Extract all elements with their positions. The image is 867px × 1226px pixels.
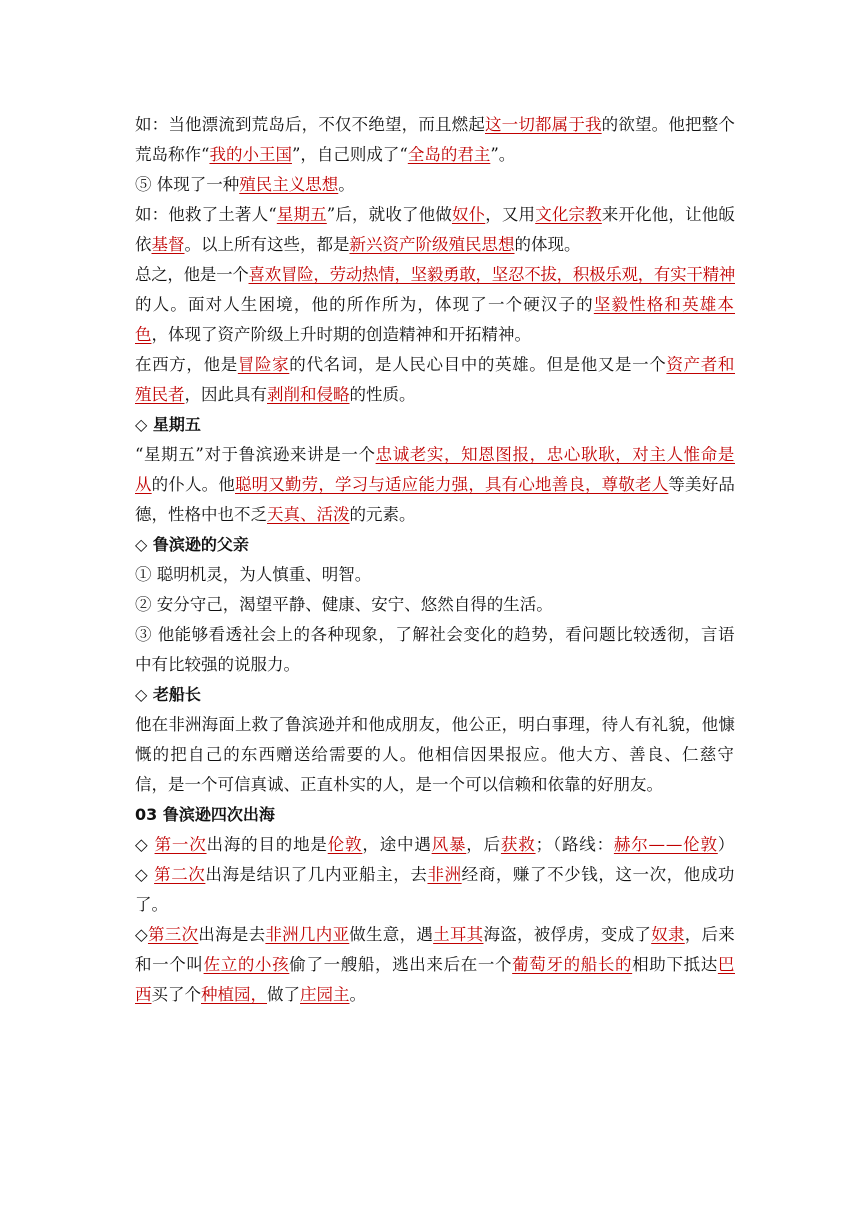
line-content (135, 145, 515, 164)
body-text: ① 聪明机灵，为人慎重、明智。 (135, 565, 372, 584)
body-text: ，又用 (485, 205, 536, 224)
line-content (135, 745, 735, 764)
highlight-text: 非洲 (427, 865, 462, 884)
highlight-text: 文化宗教 (535, 205, 602, 224)
highlight-text: 星期五 (276, 205, 327, 224)
body-text: ，因此具有 (184, 385, 267, 404)
body-text: 出海的目的地是 (206, 835, 328, 854)
text-line (135, 950, 735, 980)
highlight-text: 土耳其 (433, 925, 484, 944)
highlight-text: 巴 (717, 955, 735, 974)
body-text: 来开化他，让他皈 (601, 205, 735, 224)
body-text: ⑤ 体现了一种 (135, 175, 240, 194)
text-line (135, 620, 735, 650)
text-line (135, 920, 735, 950)
highlight-text: 基督 (151, 235, 185, 254)
highlight-text: 种植园， (201, 985, 267, 1004)
body-text: ”后，就收了他做 (326, 205, 452, 224)
text-line (135, 740, 735, 770)
line-content (135, 655, 300, 674)
body-text: ③ 他能够看透社会上的各种现象，了解社会变化的趋势，看问题比较透彻，言语 (135, 625, 735, 644)
body-text: 。 (349, 985, 366, 1004)
highlight-text: 色 (135, 325, 152, 344)
body-text: ”，自己则成了“ (291, 145, 408, 164)
body-text: ② 安分守己，渴望平静、健康、安宁、悠然自得的生活。 (135, 595, 553, 614)
body-text: ，后来 (684, 925, 735, 944)
highlight-text: 资产者和 (666, 355, 735, 374)
body-text: 荒岛称作“ (135, 145, 210, 164)
text-line (135, 890, 735, 920)
body-text: 出海是结识了几内亚船主，去 (205, 865, 428, 884)
text-line (135, 320, 735, 350)
body-text: 等美好品 (668, 475, 735, 494)
body-text: 总之，他是一个 (135, 265, 249, 284)
line-content (135, 895, 168, 914)
text-line (135, 440, 735, 470)
highlight-text: 伦敦 (327, 835, 363, 854)
text-line (135, 290, 735, 320)
body-text: 依 (135, 235, 152, 254)
highlight-text: 佐立的小孩 (203, 955, 290, 974)
body-text: ） (717, 835, 735, 854)
body-text: 海盗，被俘虏，变成了 (483, 925, 652, 944)
highlight-text: 喜欢冒险，劳动热情，坚毅勇敢，坚忍不拔，积极乐观，有实干精神 (248, 265, 735, 284)
text-line (135, 860, 735, 890)
body-text: 的性质。 (349, 385, 416, 404)
text-line (135, 380, 735, 410)
body-text: 。以上所有这些，都是 (184, 235, 350, 254)
highlight-text: 坚毅性格和英雄本 (593, 295, 735, 314)
body-text: 的代名词，是人民心目中的英雄。但是他又是一个 (289, 355, 667, 374)
body-text: 如：他救了土著人“ (135, 205, 277, 224)
line-content (135, 235, 581, 254)
line-content (135, 775, 663, 794)
highlight-text: 庄园主 (300, 985, 350, 1004)
line-content (135, 385, 416, 404)
line-content (135, 445, 735, 464)
body-text: 出海是去 (198, 925, 266, 944)
body-text: “星期五”对于鲁滨逊来讲是一个 (135, 445, 376, 464)
body-text: 的人。面对人生困境，他的所作所为，体现了一个硬汉子的 (135, 295, 594, 314)
line-content (135, 985, 366, 1004)
body-text: 德，性格中也不乏 (135, 505, 267, 524)
body-text: ◇ (135, 925, 148, 944)
highlight-text: 第一次 (154, 835, 207, 854)
highlight-text: 葡萄牙的船长的 (512, 955, 633, 974)
body-text: 买了个 (151, 985, 201, 1004)
highlight-text: 天真、活泼 (267, 505, 350, 524)
highlight-text: 这一切都属于我 (485, 115, 602, 134)
line-content (135, 175, 355, 194)
body-text: 他在非洲海面上救了鲁滨逊并和他成朋友，他公正，明白事理，待人有礼貌，他慷 (135, 715, 735, 734)
body-text: 在西方，他是 (135, 355, 238, 374)
highlight-text: 风暴 (431, 835, 467, 854)
line-content (135, 205, 735, 224)
body-text: ；（路线： (535, 835, 614, 854)
text-line (135, 260, 735, 290)
text-line (135, 470, 735, 500)
line-content (135, 625, 735, 644)
line-content (135, 295, 735, 314)
body-text: 经商，赚了不少钱，这一次，他成功 (461, 865, 735, 884)
text-line (135, 770, 735, 800)
text-line (135, 650, 735, 680)
text-line (135, 350, 735, 380)
body-text: 如：当他漂流到荒岛后，不仅不绝望，而且燃起 (135, 115, 485, 134)
highlight-text: 第三次 (147, 925, 199, 944)
body-text: 03 鲁滨逊四次出海 (135, 805, 275, 824)
highlight-text: 奴隶 (651, 925, 685, 944)
section-heading (135, 410, 735, 440)
body-text: 的仆人。他 (151, 475, 236, 494)
body-text: 的元素。 (349, 505, 416, 524)
highlight-text: 剥削和侵略 (267, 385, 350, 404)
body-text: 和一个叫 (135, 955, 204, 974)
text-line (135, 230, 735, 260)
section-heading (135, 800, 735, 830)
text-line (135, 170, 735, 200)
highlight-text: 全岛的君主 (407, 145, 491, 164)
body-text: ◇ (135, 835, 155, 854)
body-text: 的体现。 (514, 235, 581, 254)
highlight-text: 奴仆 (451, 205, 486, 224)
highlight-text: 我的小王国 (209, 145, 292, 164)
line-content (135, 835, 735, 854)
line-content (135, 475, 735, 494)
highlight-text: 殖民主义思想 (239, 175, 339, 194)
line-content (135, 685, 201, 704)
body-text: ◇ 老船长 (135, 685, 201, 704)
text-line (135, 590, 735, 620)
line-content (135, 565, 371, 584)
highlight-text: 获救 (500, 835, 536, 854)
line-content (135, 805, 275, 824)
body-text: 偷了一艘船，逃出来后在一个 (289, 955, 513, 974)
section-heading (135, 680, 735, 710)
body-text: ◇ (135, 865, 155, 884)
line-content (135, 355, 735, 374)
body-text: ，途中遇 (362, 835, 432, 854)
document-page (135, 110, 735, 1010)
line-content (135, 415, 201, 434)
text-line (135, 200, 735, 230)
highlight-text: 西 (135, 985, 152, 1004)
text-line (135, 500, 735, 530)
line-content (135, 265, 735, 284)
body-text: 中有比较强的说服力。 (135, 655, 300, 674)
highlight-text: 新兴资产阶级殖民思想 (349, 235, 515, 254)
highlight-text: 非洲几内亚 (265, 925, 350, 944)
line-content (135, 535, 249, 554)
highlight-text: 殖民者 (135, 385, 185, 404)
body-text: 信，是一个可信真诚、正直朴实的人，是一个可以信赖和依靠的好朋友。 (135, 775, 663, 794)
text-line (135, 980, 735, 1010)
line-content (135, 505, 416, 524)
text-line (135, 110, 735, 140)
text-line (135, 710, 735, 740)
highlight-text: 从 (135, 475, 152, 494)
section-heading (135, 530, 735, 560)
body-text: ，体现了资产阶级上升时期的创造精神和开拓精神。 (151, 325, 531, 344)
highlight-text: 忠诚老实，知恩图报，忠心耿耿，对主人惟命是 (375, 445, 735, 464)
body-text: 的欲望。他把整个 (601, 115, 735, 134)
text-line (135, 560, 735, 590)
line-content (135, 325, 531, 344)
body-text: 做了 (267, 985, 300, 1004)
line-content (135, 925, 735, 944)
body-text: ◇ 鲁滨逊的父亲 (135, 535, 249, 554)
body-text: 相助下抵达 (632, 955, 718, 974)
text-line (135, 830, 735, 860)
highlight-text: 聪明又勤劳，学习与适应能力强，具有心地善良，尊敬老人 (235, 475, 669, 494)
body-text: ，后 (466, 835, 501, 854)
body-text: 。 (338, 175, 355, 194)
line-content (135, 865, 735, 884)
highlight-text: 赫尔——伦敦 (613, 835, 718, 854)
body-text: ”。 (490, 145, 516, 164)
body-text: ◇ 星期五 (135, 415, 201, 434)
body-text: 了。 (135, 895, 168, 914)
highlight-text: 第二次 (154, 865, 206, 884)
body-text: 慨的把自己的东西赠送给需要的人。他相信因果报应。他大方、善良、仁慈守 (135, 745, 735, 764)
highlight-text: 冒险家 (237, 355, 290, 374)
body-text: 做生意，遇 (349, 925, 434, 944)
line-content (135, 115, 735, 134)
line-content (135, 595, 553, 614)
line-content (135, 715, 735, 734)
text-line (135, 140, 735, 170)
line-content (135, 955, 735, 974)
